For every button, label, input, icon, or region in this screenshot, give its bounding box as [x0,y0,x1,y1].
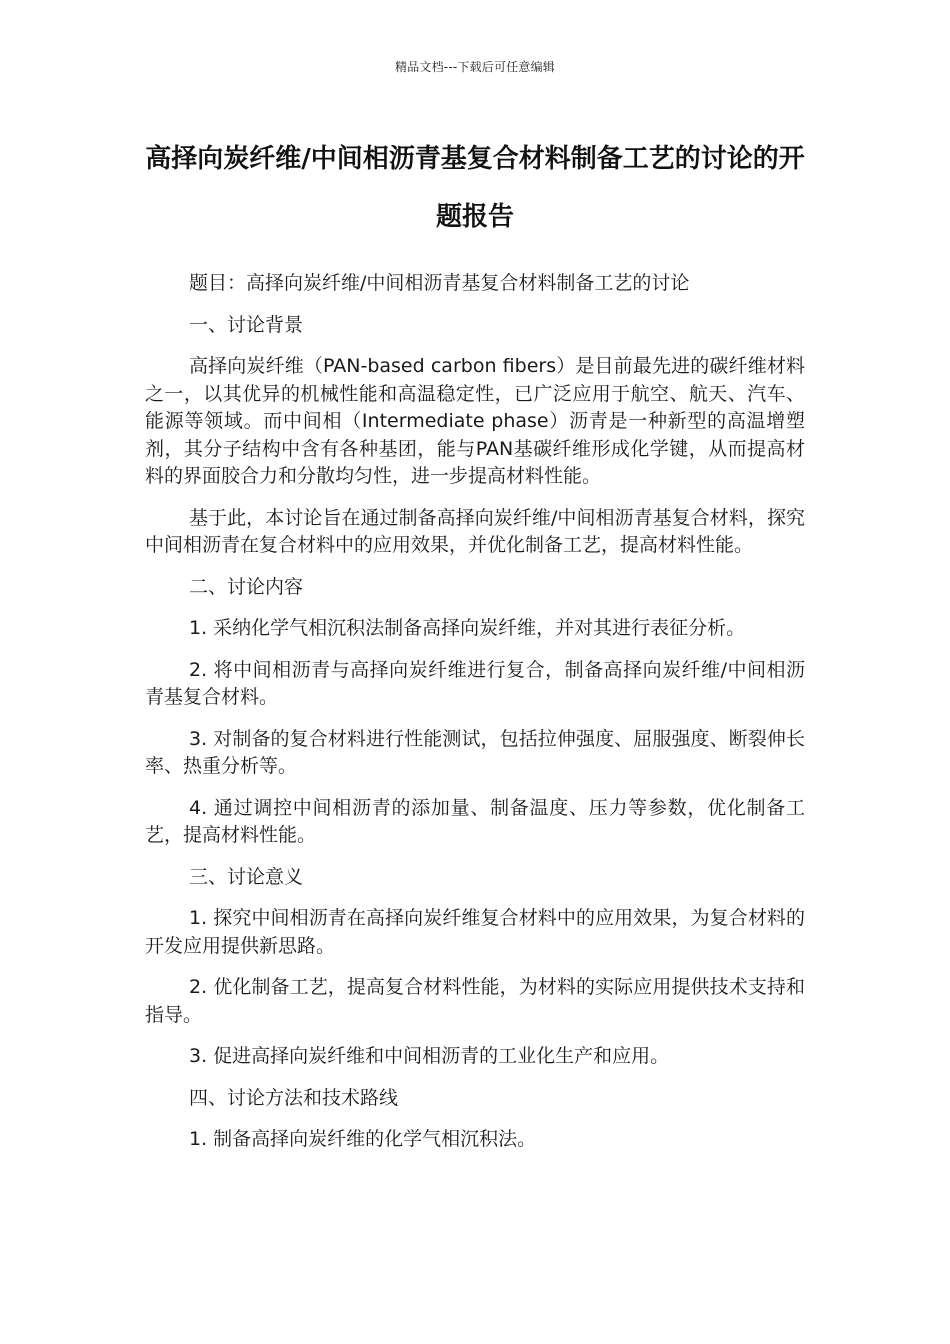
section-heading-methods: 四、讨论方法和技术路线 [189,1086,399,1109]
section-heading-background: 一、讨论背景 [189,313,304,336]
document-title: 高择向炭纤维/中间相沥青基复合材料制备工艺的讨论的开题报告 [145,144,805,232]
background-paragraph-2: 基于此，本讨论旨在通过制备高择向炭纤维/中间相沥青基复合材料，探究中间相沥青在复合材料中的应用效果，并优化制备工艺，提高材料性能。 [145,506,805,556]
content-item-2: 2. 将中间相沥青与高择向炭纤维进行复合，制备高择向炭纤维/中间相沥青基复合材料。 [145,658,805,708]
subject-line: 题目：高择向炭纤维/中间相沥青基复合材料制备工艺的讨论 [189,272,690,294]
methods-item-1: 1. 制备高择向炭纤维的化学气相沉积法。 [189,1128,537,1150]
document-body [145,270,805,1168]
content-item-4: 4. 通过调控中间相沥青的添加量、制备温度、压力等参数，优化制备工艺，提高材料性能。 [145,796,805,846]
significance-item-3: 3. 促进高择向炭纤维和中间相沥青的工业化生产和应用。 [189,1045,670,1067]
background-paragraph-1: 高择向炭纤维（PAN-based carbon fibers）是目前最先进的碳纤维材料之一，以其优异的机械性能和高温稳定性，已广泛应用于航空、航天、汽车、能源等领域。而中间相（Intermediate phase）沥青是一种新型的高温增塑剂，其分子结构中含有各种基团，能与PAN基碳纤维形成化学键，从而提高材料的界面胶合力和分散均匀性，进一步提高材料性能。 [145,355,805,487]
significance-item-1: 1. 探究中间相沥青在高择向炭纤维复合材料中的应用效果，为复合材料的开发应用提供新思路。 [145,907,805,957]
significance-item-2: 2. 优化制备工艺，提高复合材料性能，为材料的实际应用提供技术支持和指导。 [145,976,805,1026]
content-item-3: 3. 对制备的复合材料进行性能测试，包括拉伸强度、屈服强度、断裂伸长率、热重分析等。 [145,727,805,777]
header-note: 精品文档---下载后可任意编辑 [395,60,555,74]
section-heading-significance: 三、讨论意义 [189,865,304,888]
content-item-1: 1. 采纳化学气相沉积法制备高择向炭纤维，并对其进行表征分析。 [189,617,746,639]
section-heading-content: 二、讨论内容 [189,575,304,598]
